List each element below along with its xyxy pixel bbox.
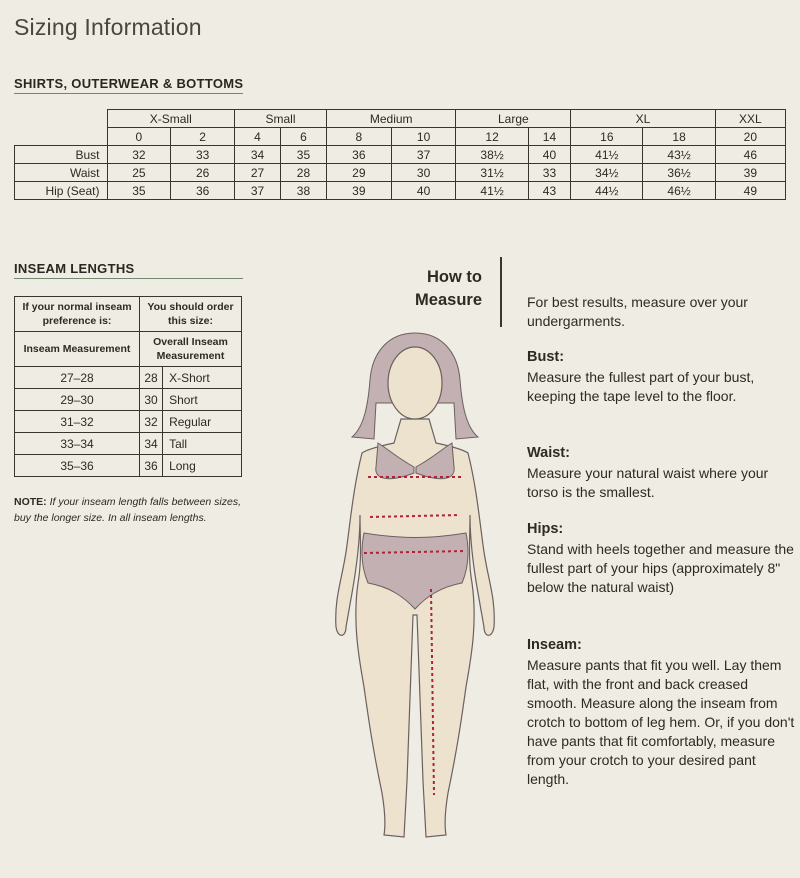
measurement-cell: 40 [528, 146, 571, 164]
inseam-text: Measure pants that fit you well. Lay them flat, with the front and back creased smooth. Measure along the inseam from crotch to bottom of leg hem. Or, if you don't have pants that fit comfortably, measure from your crotch to your desired pant length. [527, 657, 795, 787]
size-group-header: X-Small [107, 110, 235, 128]
inseam-size-cell: Short [163, 389, 242, 411]
inseam-length-cell: 30 [140, 389, 163, 411]
measurement-cell: 35 [280, 146, 326, 164]
inseam-range-cell: 33–34 [15, 433, 140, 455]
body-figure-illustration [330, 325, 500, 855]
inseam-col2-subheader: Overall Inseam Measurement [140, 332, 242, 367]
measurement-cell: 29 [326, 164, 391, 182]
measurement-cell: 25 [107, 164, 171, 182]
measurement-row [15, 164, 786, 182]
inseam-col2-header: You should order this size: [140, 297, 242, 332]
inseam-col1-header: If your normal inseam preference is: [15, 297, 140, 332]
measurement-row-label: Bust [15, 146, 108, 164]
measurement-cell: 36 [326, 146, 391, 164]
inseam-size-cell: Long [163, 455, 242, 477]
table-corner [15, 110, 108, 128]
measurement-cell: 37 [391, 146, 456, 164]
bust-section [527, 348, 795, 406]
inseam-table [14, 296, 242, 477]
shirts-heading-rule [14, 93, 243, 94]
inseam-range-cell: 31–32 [15, 411, 140, 433]
measurement-cell: 35 [107, 182, 171, 200]
inseam-range-cell: 29–30 [15, 389, 140, 411]
measurement-cell: 32 [107, 146, 171, 164]
size-group-header: Small [235, 110, 327, 128]
measurement-cell: 33 [528, 164, 571, 182]
how-to-line1: How to [427, 268, 482, 286]
inseam-row [15, 433, 242, 455]
inseam-range-cell: 35–36 [15, 455, 140, 477]
measurement-cell: 37 [235, 182, 281, 200]
measurement-cell: 27 [235, 164, 281, 182]
measurement-cell: 41½ [571, 146, 643, 164]
size-number-cell: 16 [571, 128, 643, 146]
how-to-line2: Measure [415, 291, 482, 309]
measurement-cell: 39 [326, 182, 391, 200]
measurement-cell: 46½ [643, 182, 715, 200]
bust-title: Bust: [527, 349, 565, 365]
measurement-cell: 28 [280, 164, 326, 182]
measurement-cell: 33 [171, 146, 235, 164]
inseam-length-cell: 28 [140, 367, 163, 389]
inseam-row [15, 455, 242, 477]
measurement-cell: 36½ [643, 164, 715, 182]
size-group-header: Large [456, 110, 571, 128]
hips-title: Hips: [527, 521, 564, 537]
shirts-heading: SHIRTS, OUTERWEAR & BOTTOMS [14, 76, 244, 91]
inseam-subheader-row [15, 332, 242, 367]
measurement-cell: 40 [391, 182, 456, 200]
measurement-cell: 31½ [456, 164, 528, 182]
measurement-cell: 41½ [456, 182, 528, 200]
size-number-cell: 6 [280, 128, 326, 146]
hips-text: Stand with heels together and measure the fullest part of your hips (approximately 8" below the natural waist) [527, 541, 794, 595]
title-divider [500, 257, 502, 327]
table-corner [15, 128, 108, 146]
inseam-header-row [15, 297, 242, 332]
note-label: NOTE: [14, 496, 47, 508]
inseam-heading: INSEAM LENGTHS [14, 261, 135, 276]
size-number-cell: 20 [715, 128, 785, 146]
hips-section [527, 520, 795, 597]
inseam-length-cell: 34 [140, 433, 163, 455]
size-number-row [15, 128, 786, 146]
measurement-cell: 38½ [456, 146, 528, 164]
measurement-cell: 46 [715, 146, 785, 164]
inseam-size-cell: Regular [163, 411, 242, 433]
size-number-cell: 0 [107, 128, 171, 146]
size-group-row [15, 110, 786, 128]
size-number-cell: 12 [456, 128, 528, 146]
how-to-measure-title [396, 266, 482, 312]
inseam-heading-rule [14, 278, 243, 279]
measurement-cell: 43½ [643, 146, 715, 164]
size-number-cell: 2 [171, 128, 235, 146]
inseam-row [15, 367, 242, 389]
size-chart-table [14, 109, 786, 200]
inseam-length-cell: 36 [140, 455, 163, 477]
size-number-cell: 18 [643, 128, 715, 146]
measurement-cell: 26 [171, 164, 235, 182]
inseam-note [14, 494, 246, 526]
inseam-row [15, 411, 242, 433]
measurement-row [15, 182, 786, 200]
waist-text: Measure your natural waist where your torso is the smallest. [527, 465, 769, 500]
inseam-range-cell: 27–28 [15, 367, 140, 389]
inseam-section [527, 636, 795, 789]
inseam-size-cell: Tall [163, 433, 242, 455]
intro-text: For best results, measure over your undergarments. [527, 294, 748, 329]
inseam-size-cell: X-Short [163, 367, 242, 389]
size-number-cell: 8 [326, 128, 391, 146]
measurement-cell: 49 [715, 182, 785, 200]
inseam-length-cell: 32 [140, 411, 163, 433]
measurement-cell: 38 [280, 182, 326, 200]
size-group-header: XL [571, 110, 715, 128]
measurement-row-label: Hip (Seat) [15, 182, 108, 200]
measurement-cell: 44½ [571, 182, 643, 200]
inseam-col1-subheader: Inseam Measurement [15, 332, 140, 367]
measurement-cell: 34½ [571, 164, 643, 182]
measurement-cell: 39 [715, 164, 785, 182]
measurement-cell: 30 [391, 164, 456, 182]
size-number-cell: 14 [528, 128, 571, 146]
note-text: If your inseam length falls between sizes, buy the longer size. In all inseam lengths. [14, 496, 242, 524]
measurement-cell: 43 [528, 182, 571, 200]
inseam-title: Inseam: [527, 637, 582, 653]
size-group-header: XXL [715, 110, 785, 128]
measurement-cell: 36 [171, 182, 235, 200]
measurement-cell: 34 [235, 146, 281, 164]
size-group-header: Medium [326, 110, 456, 128]
page-title: Sizing Information [14, 14, 202, 40]
measurement-row [15, 146, 786, 164]
measurement-row-label: Waist [15, 164, 108, 182]
inseam-row [15, 389, 242, 411]
bust-text: Measure the fullest part of your bust, keeping the tape level to the floor. [527, 369, 755, 404]
size-number-cell: 4 [235, 128, 281, 146]
waist-title: Waist: [527, 445, 570, 461]
size-number-cell: 10 [391, 128, 456, 146]
waist-section [527, 444, 795, 502]
